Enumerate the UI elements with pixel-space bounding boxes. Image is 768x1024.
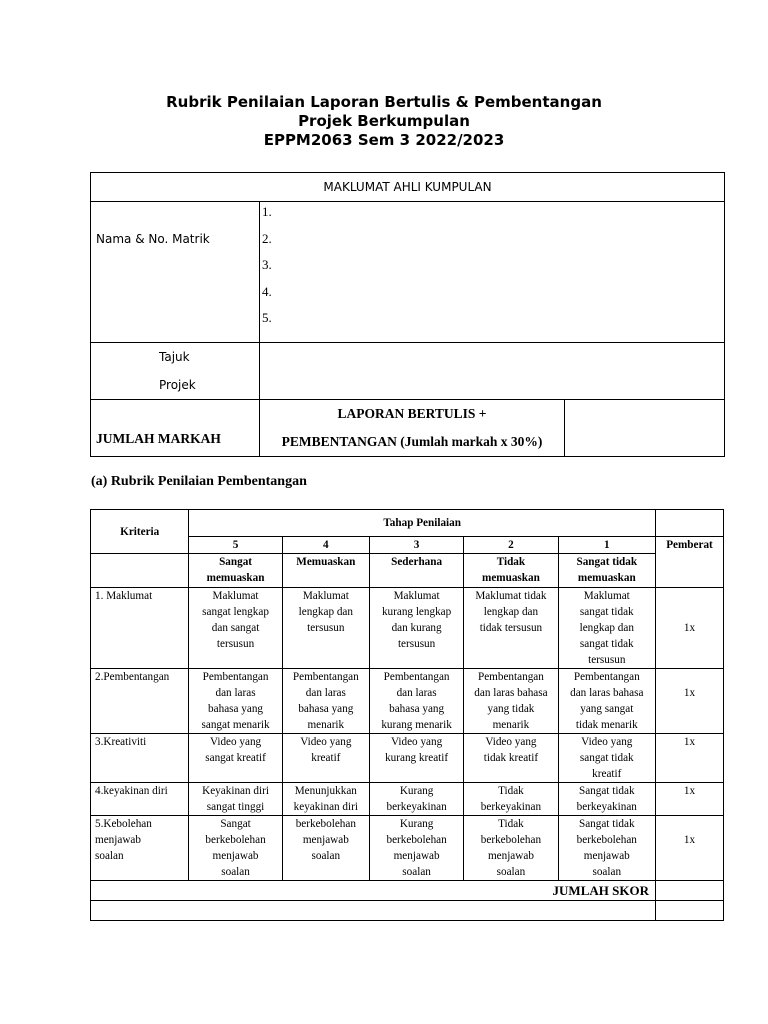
descriptor-cell: Maklumat lengkap dan tersusun xyxy=(282,588,369,669)
member-number: 2. xyxy=(262,230,272,246)
blank-row-field[interactable] xyxy=(655,901,723,921)
descriptor-cell: Tidak berkebolehan menjawab soalan xyxy=(464,816,558,881)
descriptor-cell: Kurang berkebolehan menjawab soalan xyxy=(369,816,463,881)
descriptor-cell: Video yang kreatif xyxy=(282,734,369,783)
table-row xyxy=(91,734,724,783)
descriptor-cell: Pembentangan dan laras bahasa yang kurang menarik xyxy=(369,669,463,734)
member-list xyxy=(260,202,725,343)
kriteria-cell: 3.Kreativiti xyxy=(91,734,189,783)
descriptor-cell: Tidak berkeyakinan xyxy=(464,783,558,816)
level-label: Sangat tidak memuaskan xyxy=(558,554,655,588)
total-mark-field[interactable] xyxy=(565,400,725,457)
level-score: 3 xyxy=(369,537,463,554)
document-title xyxy=(0,93,768,150)
title-line-3: EPPM2063 Sem 3 2022/2023 xyxy=(263,131,505,149)
project-title-label xyxy=(91,343,260,400)
jumlah-markah-label: JUMLAH MARKAH xyxy=(91,400,260,457)
weight-cell: 1x xyxy=(655,816,723,881)
descriptor-cell: Pembentangan dan laras bahasa yang sangat tidak menarik xyxy=(558,669,655,734)
title-line-2: Projek Berkumpulan xyxy=(298,112,470,130)
header-blank xyxy=(655,510,723,537)
kriteria-header: Kriteria xyxy=(91,510,189,554)
laporan-label xyxy=(260,400,565,457)
member-number: 5. xyxy=(262,310,272,325)
level-score: 4 xyxy=(282,537,369,554)
descriptor-cell: Pembentangan dan laras bahasa yang sangat menarik xyxy=(189,669,282,734)
descriptor-cell: Video yang kurang kreatif xyxy=(369,734,463,783)
level-label: Sederhana xyxy=(369,554,463,588)
weight-cell: 1x xyxy=(655,783,723,816)
member-number: 4. xyxy=(262,283,272,299)
descriptor-cell: berkebolehan menjawab soalan xyxy=(282,816,369,881)
blank-row-cell xyxy=(91,901,656,921)
member-number: 1. xyxy=(262,204,272,219)
kriteria-cell: 5.Kebolehan menjawab soalan xyxy=(91,816,189,881)
level-label: Tidak memuaskan xyxy=(464,554,558,588)
kriteria-cell: 1. Maklumat xyxy=(91,588,189,669)
name-matric-label: Nama & No. Matrik xyxy=(91,202,260,343)
descriptor-cell: Pembentangan dan laras bahasa yang menarik xyxy=(282,669,369,734)
weight-cell: 1x xyxy=(655,669,723,734)
descriptor-cell: Kurang berkeyakinan xyxy=(369,783,463,816)
descriptor-cell: Sangat tidak berkebolehan menjawab soalan xyxy=(558,816,655,881)
descriptor-cell: Sangat tidak berkeyakinan xyxy=(558,783,655,816)
rubric-table xyxy=(90,509,724,921)
table-row xyxy=(91,816,724,881)
jumlah-skor-field[interactable] xyxy=(655,881,723,901)
weight-cell: 1x xyxy=(655,588,723,669)
project-title-field[interactable] xyxy=(260,343,725,400)
descriptor-cell: Keyakinan diri sangat tinggi xyxy=(189,783,282,816)
jumlah-skor-label: JUMLAH SKOR xyxy=(91,881,656,901)
level-score: 2 xyxy=(464,537,558,554)
level-label: Sangat memuaskan xyxy=(189,554,282,588)
descriptor-cell: Sangat berkebolehan menjawab soalan xyxy=(189,816,282,881)
section-heading: (a) Rubrik Penilaian Pembentangan xyxy=(91,474,307,489)
kriteria-cell: 2.Pembentangan xyxy=(91,669,189,734)
descriptor-cell: Maklumat kurang lengkap dan kurang tersusun xyxy=(369,588,463,669)
level-score: 5 xyxy=(189,537,282,554)
descriptor-cell: Video yang sangat kreatif xyxy=(189,734,282,783)
kriteria-cell: 4.keyakinan diri xyxy=(91,783,189,816)
group-info-table xyxy=(90,172,725,457)
table-row xyxy=(91,669,724,734)
laporan-line-2: PEMBENTANGAN (Jumlah markah x 30%) xyxy=(281,434,543,449)
pemberat-header: Pemberat xyxy=(655,537,723,588)
descriptor-cell: Maklumat sangat tidak lengkap dan sangat tidak tersusun xyxy=(558,588,655,669)
table-row xyxy=(91,588,724,669)
tajuk-label: Tajuk xyxy=(159,350,190,364)
table-row xyxy=(91,783,724,816)
title-line-1: Rubrik Penilaian Laporan Bertulis & Pembentangan xyxy=(166,93,602,111)
descriptor-cell: Menunjukkan keyakinan diri xyxy=(282,783,369,816)
level-label: Memuaskan xyxy=(282,554,369,588)
kriteria-blank xyxy=(91,554,189,588)
member-number: 3. xyxy=(262,257,272,272)
descriptor-cell: Pembentangan dan laras bahasa yang tidak menarik xyxy=(464,669,558,734)
level-score: 1 xyxy=(558,537,655,554)
descriptor-cell: Maklumat sangat lengkap dan sangat tersusun xyxy=(189,588,282,669)
group-info-header: MAKLUMAT AHLI KUMPULAN xyxy=(91,173,725,202)
projek-label: Projek xyxy=(159,378,196,392)
laporan-line-1: LAPORAN BERTULIS + xyxy=(337,406,487,421)
descriptor-cell: Maklumat tidak lengkap dan tidak tersusun xyxy=(464,588,558,669)
descriptor-cell: Video yang tidak kreatif xyxy=(464,734,558,783)
descriptor-cell: Video yang sangat tidak kreatif xyxy=(558,734,655,783)
weight-cell: 1x xyxy=(655,734,723,783)
tahap-header: Tahap Penilaian xyxy=(189,510,656,537)
